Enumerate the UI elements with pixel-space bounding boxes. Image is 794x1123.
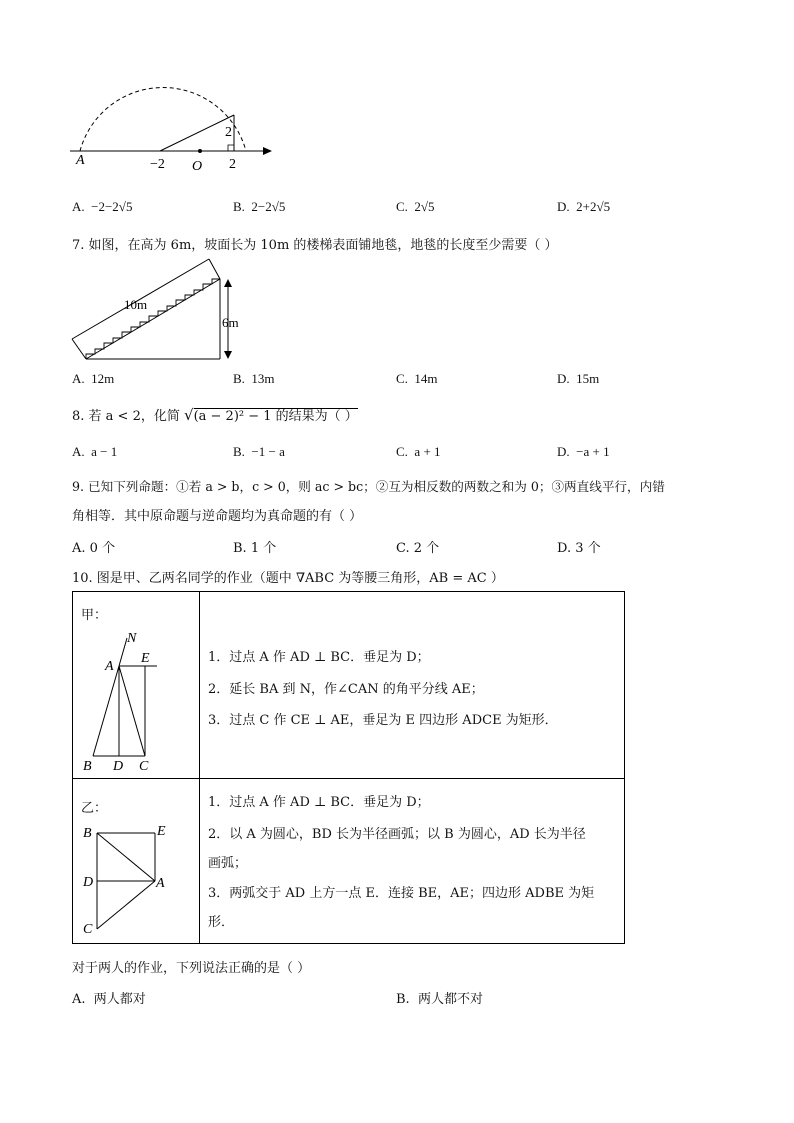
q9-option-d: D. 3 个	[557, 541, 601, 556]
q8-option-d: D. −a + 1	[557, 444, 610, 459]
yi-label: 乙：	[81, 801, 108, 816]
q9-option-a: A. 0 个	[72, 541, 116, 556]
jia-steps-cell	[200, 592, 625, 779]
jia-figure-cell	[73, 592, 200, 779]
yi-step-2: 2．以 A 为圆心，BD 长为半径画弧；以 B 为圆心，AD 长为半径	[208, 827, 586, 842]
svg-text:E: E	[157, 824, 166, 839]
q7-stem: 7. 如图，在高为 6m，坡面长为 10m 的楼梯表面铺地毯，地毯的长度至少需要（ ）	[72, 238, 558, 253]
jia-figure	[79, 628, 199, 774]
yi-figure	[79, 821, 199, 941]
yi-step-3b: 形．	[208, 915, 235, 930]
svg-text:B: B	[83, 826, 92, 841]
q7-option-c: C. 14m	[396, 371, 438, 386]
fig7-slope-label: 10m	[124, 297, 148, 312]
jia-step-2: 2．延长 BA 到 N，作∠CAN 的角平分线 AE；	[208, 682, 484, 697]
staircase-figure	[68, 255, 248, 365]
q8-stem-part2: (a − 2)² − 1 的结果为（ ）	[193, 409, 358, 424]
q9-stem-line2: 角相等．其中原命题与逆命题均为真命题的有（ ）	[72, 509, 363, 524]
fig6-label-2: 2	[229, 157, 236, 172]
svg-text:C: C	[139, 759, 149, 774]
yi-step-1: 1．过点 A 作 AD ⊥ BC．垂足为 D；	[208, 795, 430, 810]
svg-text:A: A	[105, 659, 114, 674]
q7-option-b: B. 13m	[233, 371, 275, 386]
sqrt-symbol: √	[184, 406, 194, 424]
q10-option-a: A. 两人都对	[72, 992, 146, 1007]
fig6-label-o: O	[192, 159, 203, 174]
table-row-jia	[73, 592, 625, 779]
q8-option-a: A. a − 1	[72, 444, 118, 459]
jia-label: 甲：	[81, 608, 108, 623]
fig6-label-a: A	[76, 153, 85, 168]
q10-option-b: B. 两人都不对	[396, 992, 483, 1007]
fig7-height-label: 6m	[222, 315, 239, 330]
q8-stem-part1: 8. 若 a < 2，化简	[72, 409, 180, 424]
svg-text:E: E	[141, 651, 150, 666]
q9-option-c: C. 2 个	[396, 541, 440, 556]
q10-stem: 10. 图是甲、乙两名同学的作业（题中 ∇ABC 为等腰三角形，AB = AC ）	[72, 571, 504, 586]
yi-step-3: 3．两弧交于 AD 上方一点 E．连接 BE，AE；四边形 ADBE 为矩	[208, 886, 595, 901]
q7-option-d: D. 15m	[557, 371, 600, 386]
q9-option-b: B. 1 个	[233, 541, 277, 556]
yi-steps-cell	[200, 779, 625, 944]
jia-step-3: 3．过点 C 作 CE ⊥ AE，垂足为 E 四边形 ADCE 为矩形．	[208, 713, 558, 728]
q6-option-d: D. 2+2√5	[557, 199, 611, 214]
q8-stem	[72, 405, 358, 424]
q10-question: 对于两人的作业，下列说法正确的是（ ）	[72, 961, 311, 976]
solution-table	[72, 591, 625, 944]
yi-step-2b: 画弧；	[208, 856, 248, 871]
jia-step-1: 1．过点 A 作 AD ⊥ BC．垂足为 D；	[208, 650, 430, 665]
fig6-label-minus2: −2	[150, 157, 165, 172]
svg-text:D: D	[83, 875, 94, 890]
q6-option-b: B. 2−2√5	[233, 199, 286, 214]
yi-figure-cell	[73, 779, 200, 944]
q8-option-b: B. −1 − a	[233, 444, 285, 459]
table-row-yi	[73, 779, 625, 944]
q8-option-c: C. a + 1	[396, 444, 441, 459]
q9-stem-line1: 9. 已知下列命题：①若 a > b，c > 0，则 ac > bc；②互为相反数的两数之和为 0；③两直线平行，内错	[72, 479, 665, 494]
svg-text:D: D	[113, 759, 124, 774]
svg-text:C: C	[83, 922, 93, 937]
q7-option-a: A. 12m	[72, 371, 115, 386]
q6-option-c: C. 2√5	[396, 199, 435, 214]
svg-text:N: N	[127, 631, 137, 646]
svg-text:B: B	[83, 759, 92, 774]
number-line-figure	[70, 64, 280, 179]
q6-option-a: A. −2−2√5	[72, 199, 133, 214]
svg-text:A: A	[156, 876, 165, 891]
fig6-label-height: 2	[225, 125, 232, 140]
